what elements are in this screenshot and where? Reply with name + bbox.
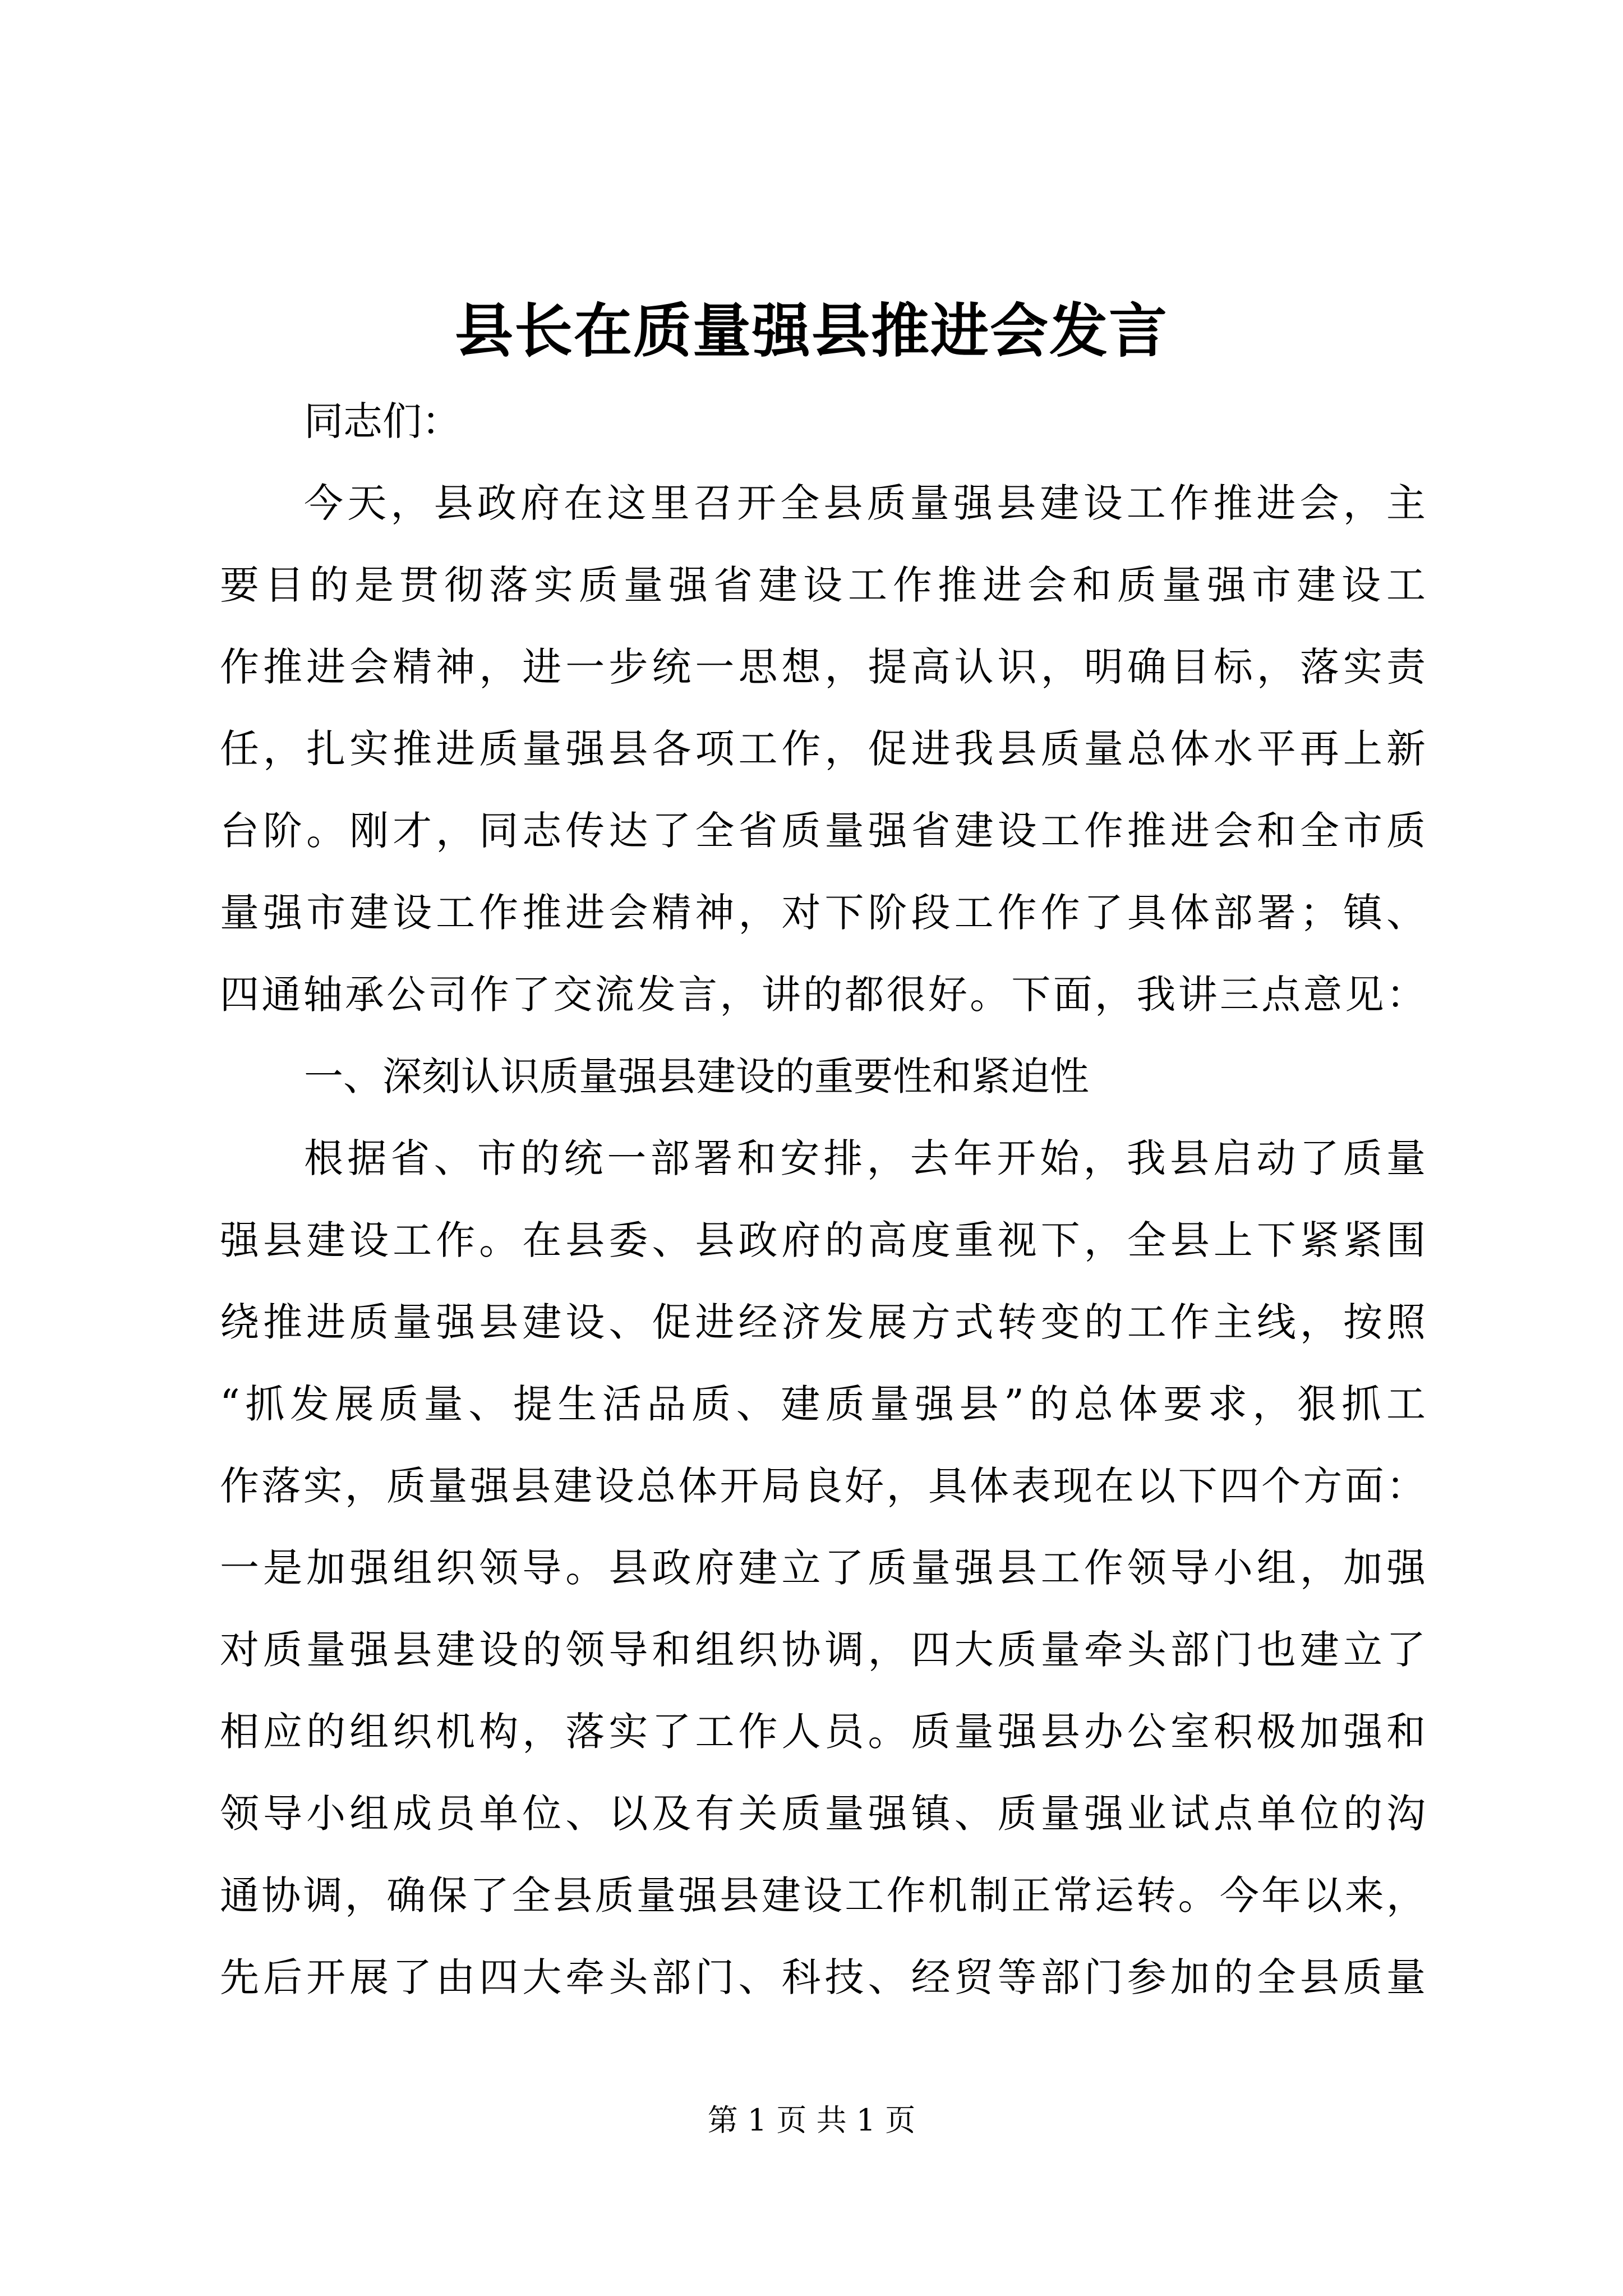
document-body (220, 380, 1426, 2018)
body-line: 任，扎实推进质量强县各项工作，促进我县质量总体水平再上新 (220, 726, 1426, 772)
body-line: 量强市建设工作推进会精神，对下阶段工作作了具体部署；镇、 (220, 890, 1426, 936)
document-title: 县长在质量强县推进会发言 (454, 296, 1168, 365)
body-line: 绕推进质量强县建设、促进经济发展方式转变的工作主线，按照 (220, 1299, 1426, 1345)
body-line: 相应的组织机构，落实了工作人员。质量强县办公室积极加强和 (220, 1709, 1426, 1755)
body-line: 强县建设工作。在县委、县政府的高度重视下，全县上下紧紧围 (220, 1217, 1426, 1263)
body-line: 一是加强组织领导。县政府建立了质量强县工作领导小组，加强 (220, 1545, 1426, 1591)
page-footer: 第 1 页 共 1 页 (707, 2102, 916, 2138)
body-line: 作落实，质量强县建设总体开局良好，具体表现在以下四个方面： (220, 1463, 1426, 1509)
body-line: 作推进会精神，进一步统一思想，提高认识，明确目标，落实责 (220, 644, 1426, 690)
body-line: 通协调，确保了全县质量强县建设工作机制正常运转。今年以来， (220, 1872, 1426, 1918)
salutation-line: 同志们： (304, 398, 461, 444)
body-line: 今天，县政府在这里召开全县质量强县建设工作推进会，主 (304, 480, 1426, 526)
body-line: 要目的是贯彻落实质量强省建设工作推进会和质量强市建设工 (220, 562, 1426, 608)
body-line: 根据省、市的统一部署和安排，去年开始，我县启动了质量 (304, 1135, 1426, 1181)
section-heading: 一、深刻认识质量强县建设的重要性和紧迫性 (304, 1053, 1089, 1099)
body-line: 对质量强县建设的领导和组织协调，四大质量牵头部门也建立了 (220, 1627, 1426, 1673)
body-line: “抓发展质量、提生活品质、建质量强县”的总体要求，狠抓工 (220, 1381, 1426, 1427)
body-line: 四通轴承公司作了交流发言，讲的都很好。下面，我讲三点意见： (220, 972, 1426, 1018)
body-line: 先后开展了由四大牵头部门、科技、经贸等部门参加的全县质量 (220, 1954, 1426, 2000)
body-line: 台阶。刚才，同志传达了全省质量强省建设工作推进会和全市质 (220, 808, 1426, 854)
body-line: 领导小组成员单位、以及有关质量强镇、质量强业试点单位的沟 (220, 1791, 1426, 1837)
